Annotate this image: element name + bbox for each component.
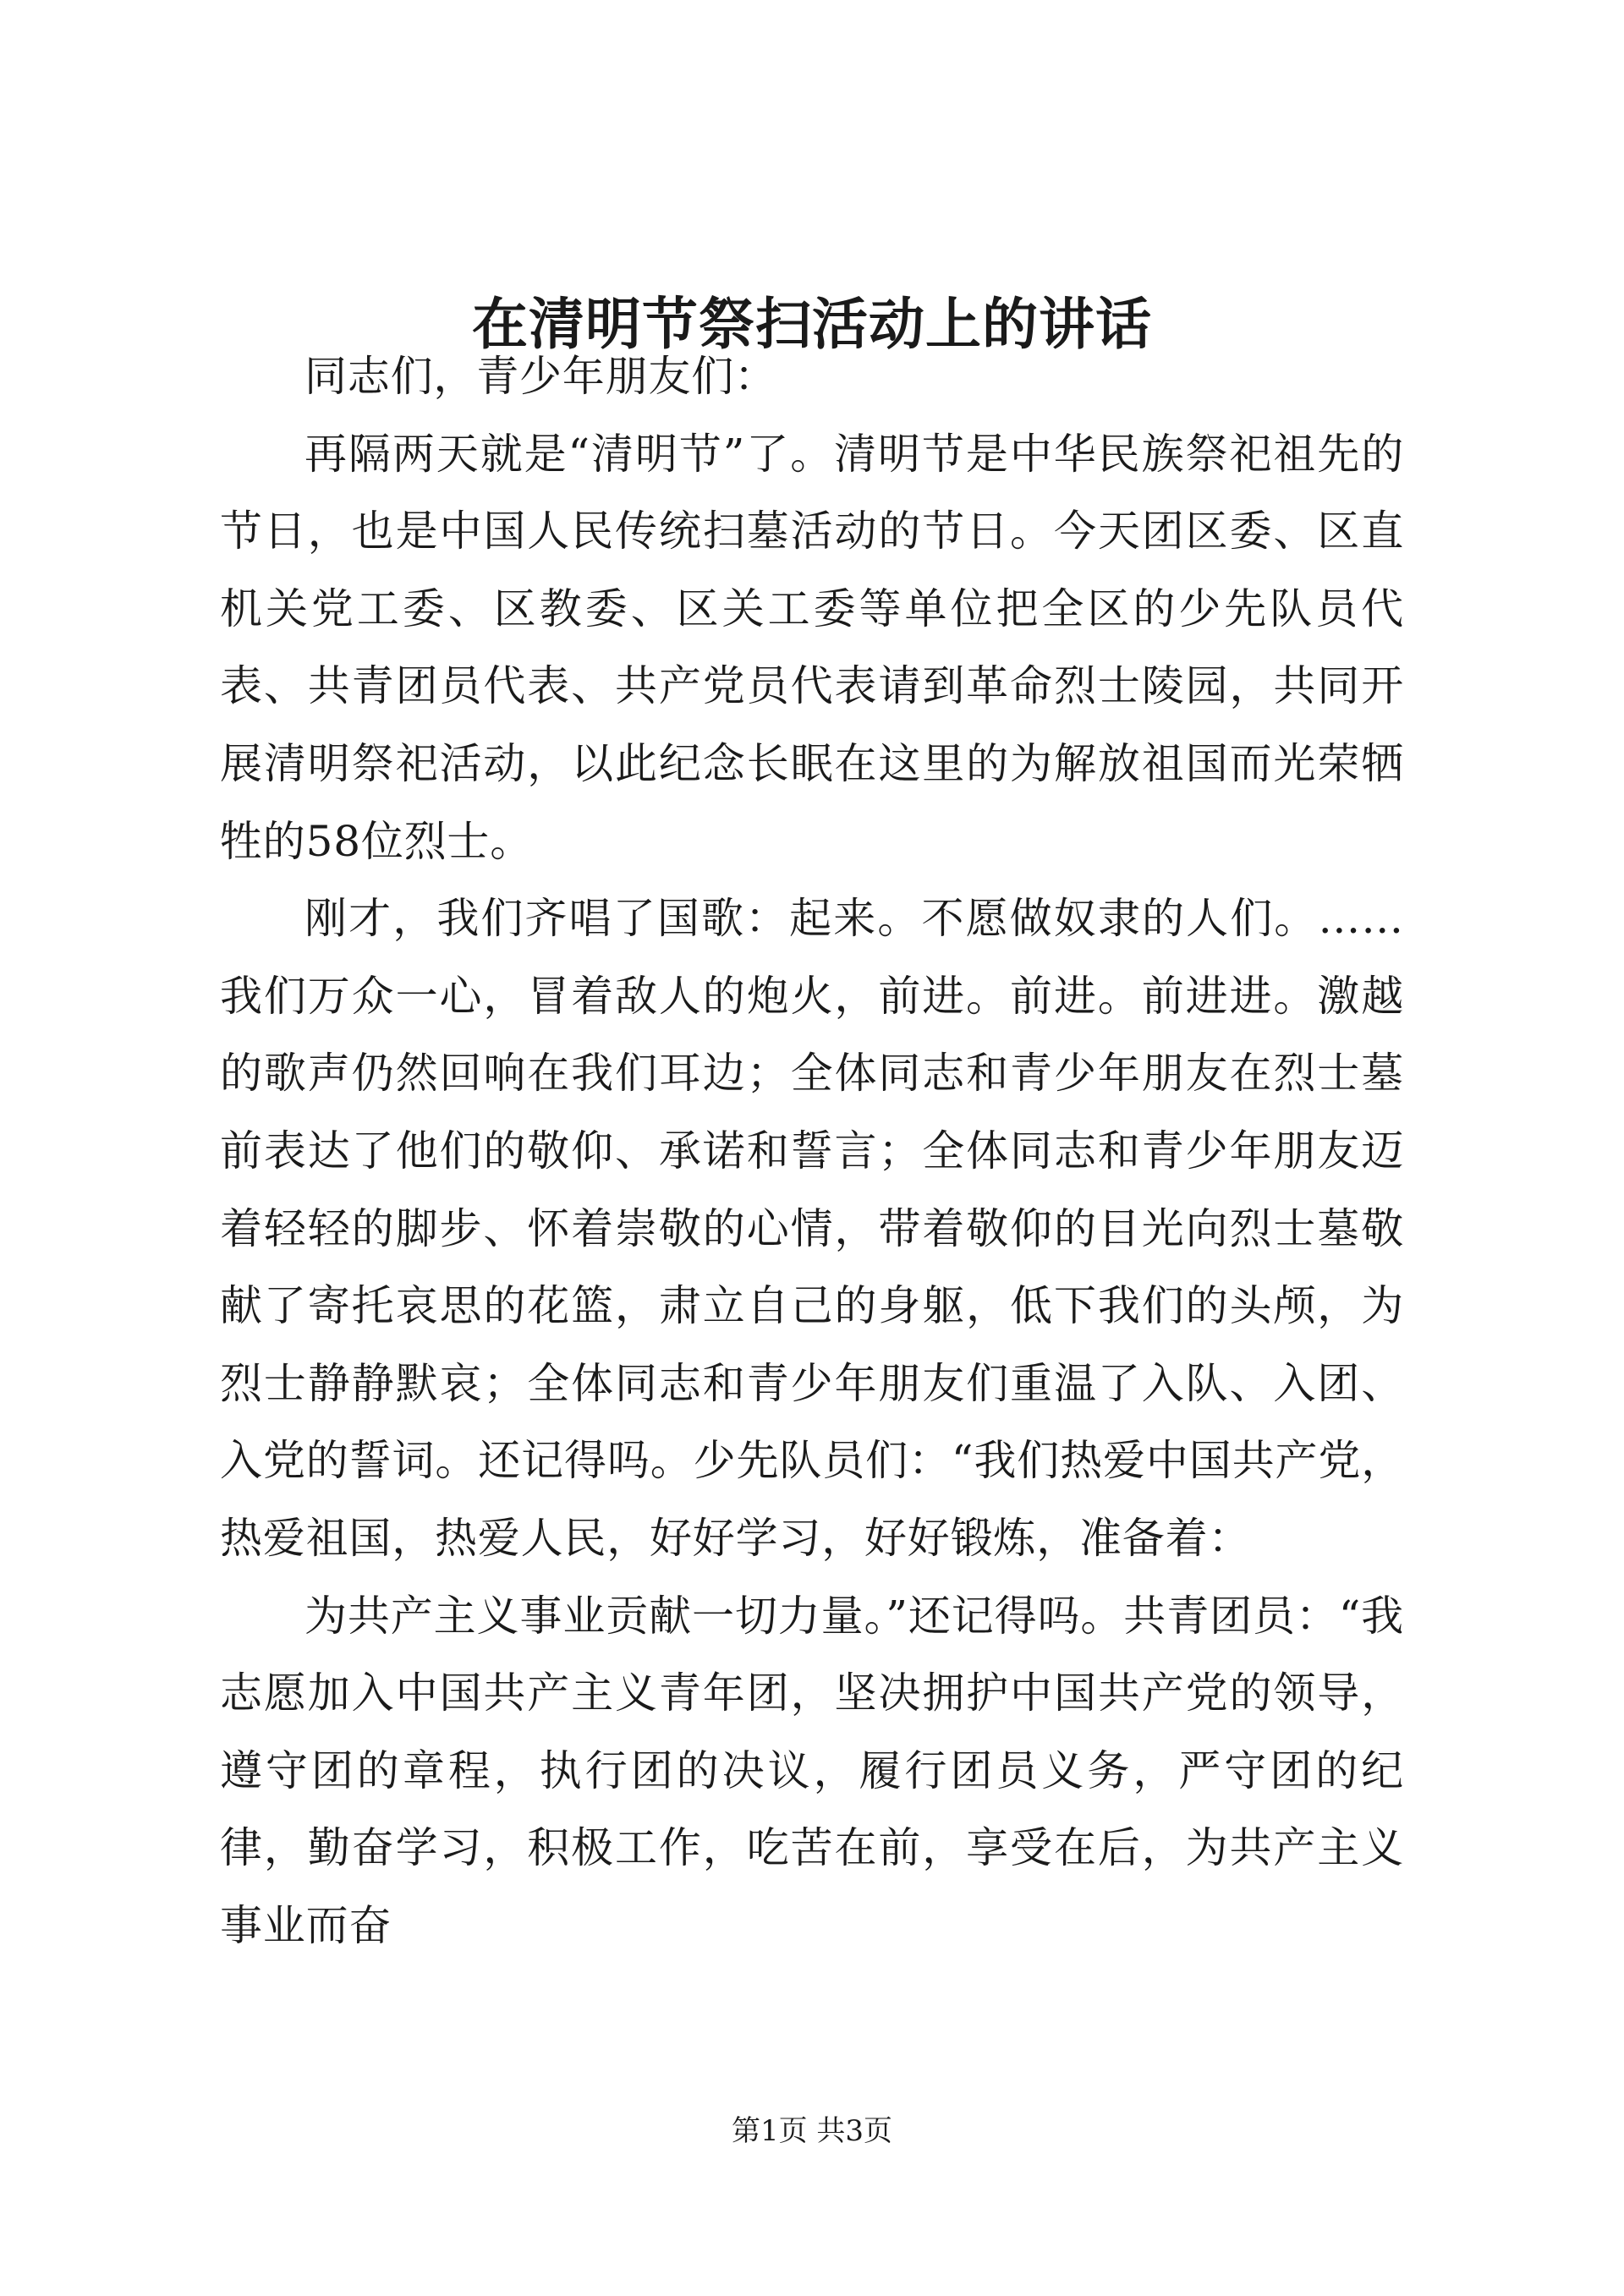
page-number-footer: 第1页 共3页 xyxy=(731,2114,893,2148)
paragraph-ceremony-recap: 刚才，我们齐唱了国歌：起来。不愿做奴隶的人们。……我们万众一心，冒着敌人的炮火，前进。前进。前进进。激越的歌声仍然回响在我们耳边；全体同志和青少年朋友在烈士墓前表达了他们的敬仰、承诺和誓言；全体同志和青少年朋友迈着轻轻的脚步、怀着崇敬的心情，带着敬仰的目光向烈士墓敬献了寄托哀思的花篮，肃立自己的身躯，低下我们的头颅，为烈士静静默哀；全体同志和青少年朋友们重温了入队、入团、入党的誓词。还记得吗。少先队员们：“我们热爱中国共产党，热爱祖国，热爱人民，好好学习，好好锻炼，准备着： xyxy=(220,894,1404,1563)
document-title: 在清明节祭扫活动上的讲话 xyxy=(472,291,1152,357)
paragraph-qingming-intro: 再隔两天就是“清明节”了。清明节是中华民族祭祀祖先的节日，也是中国人民传统扫墓活动的节日。今天团区委、区直机关党工委、区教委、区关工委等单位把全区的少先队员代表、共青团员代表、共产党员代表请到革命烈士陵园，共同开展清明祭祀活动，以此纪念长眠在这里的为解放祖国而光荣牺牲的58位烈士。 xyxy=(220,429,1404,866)
paragraph-salutation: 同志们，青少年朋友们： xyxy=(304,352,777,401)
paragraph-oaths: 为共产主义事业贡献一切力量。”还记得吗。共青团员：“我志愿加入中国共产主义青年团，坚决拥护中国共产党的领导，遵守团的章程，执行团的决议，履行团员义务，严守团的纪律，勤奋学习，积极工作，吃苦在前，享受在后，为共产主义事业而奋 xyxy=(220,1591,1404,1950)
document-body xyxy=(220,338,1404,1964)
